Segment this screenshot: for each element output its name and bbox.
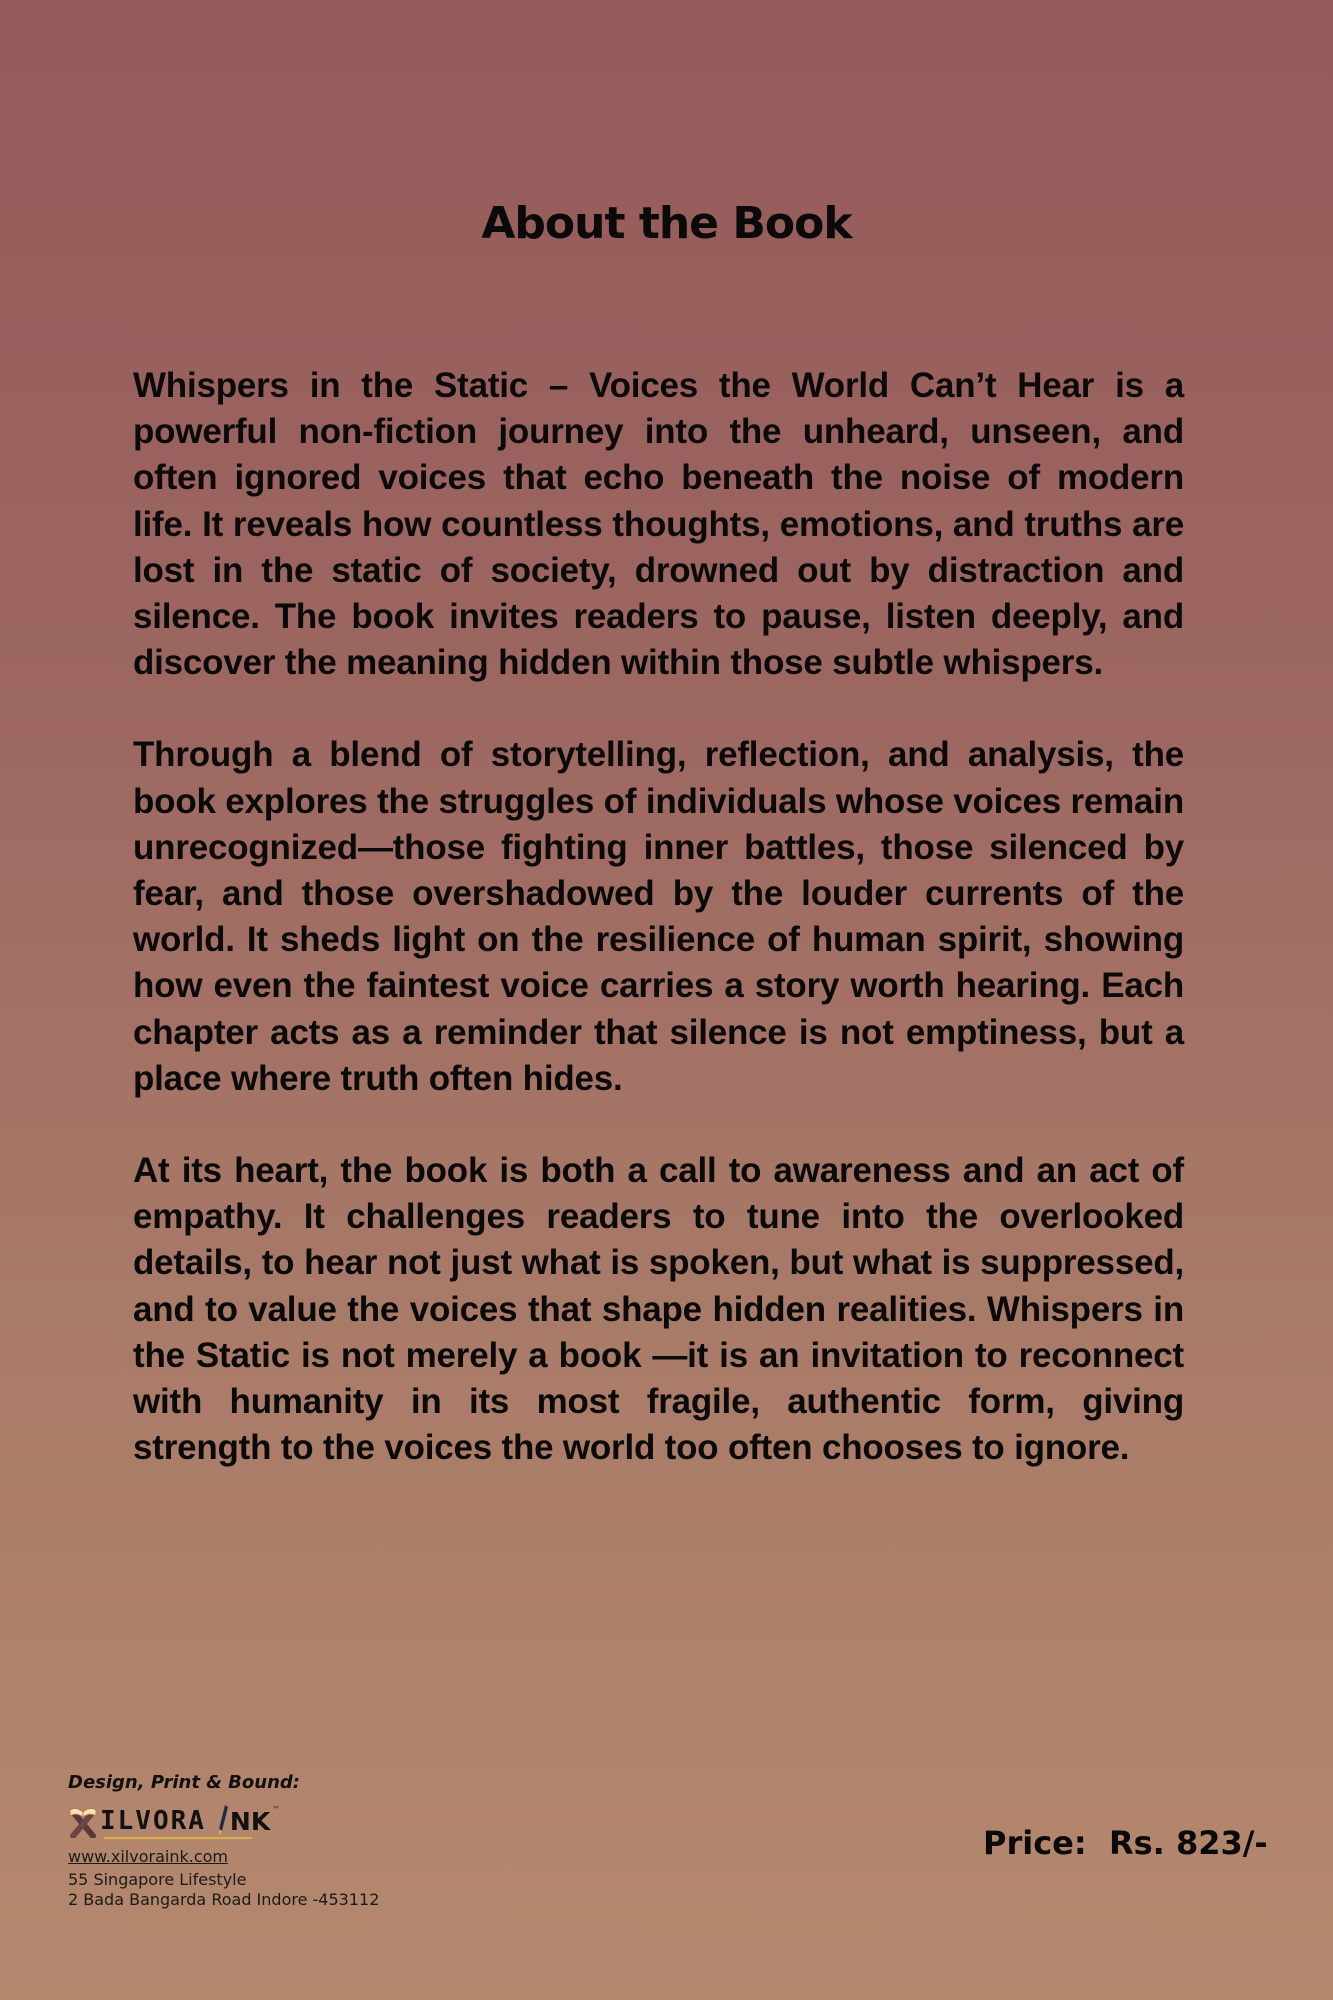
publisher-logo	[68, 1801, 379, 1841]
publisher-info	[68, 1772, 379, 1910]
logo-wordmark: ILVORA	[100, 1806, 206, 1836]
address-line-1: 55 Singapore Lifestyle	[68, 1870, 247, 1889]
description-paragraph-2: Through a blend of storytelling, reflection, and analysis, the book explores the struggles of individuals whose voices remain unrecognized—those fighting inner battles, those silenced by fear, and those overshadowed by the louder currents of the world. It sheds light on the resilience of human spirit, showing how even the faintest voice carries a story worth hearing. Each chapter acts as a reminder that silence is not emptiness, but a place where truth often hides.	[133, 734, 1184, 1098]
logo-underline	[104, 1837, 252, 1839]
publisher-website-link[interactable]: www.xilvoraink.com	[68, 1847, 228, 1866]
publisher-address	[68, 1870, 379, 1910]
price-label: Price: Rs. 823/-	[983, 1824, 1268, 1862]
fountain-pen-icon	[218, 1805, 228, 1837]
page-title: About the Book	[481, 198, 852, 249]
logo-wordmark-ink: NK	[229, 1806, 271, 1836]
trademark-symbol: ™	[272, 1805, 281, 1814]
credit-label: Design, Print & Bound:	[68, 1772, 300, 1793]
description-paragraph-3: At its heart, the book is both a call to awareness and an act of empathy. It challenges readers to tune into the overlooked details, to hear not just what is spoken, but what is suppressed, and to value the voices that shape hidden realities. Whispers in the Static is not merely a book —it is an invitation to reconnect with humanity in its most fragile, authentic form, giving strength to the voices the world too often chooses to ignore.	[133, 1150, 1184, 1468]
address-line-2: 2 Bada Bangarda Road Indore -453112	[68, 1890, 380, 1909]
description-paragraph-1: Whispers in the Static – Voices the World Can’t Hear is a powerful non-fiction journey into the unheard, unseen, and often ignored voices that echo beneath the noise of modern life. It reveals how countless thoughts, emotions, and truths are lost in the static of society, drowned out by distraction and silence. The book invites readers to pause, listen deeply, and discover the meaning hidden within those subtle whispers.	[133, 365, 1184, 683]
open-book-x-icon	[68, 1804, 98, 1838]
book-description	[133, 362, 1200, 1516]
